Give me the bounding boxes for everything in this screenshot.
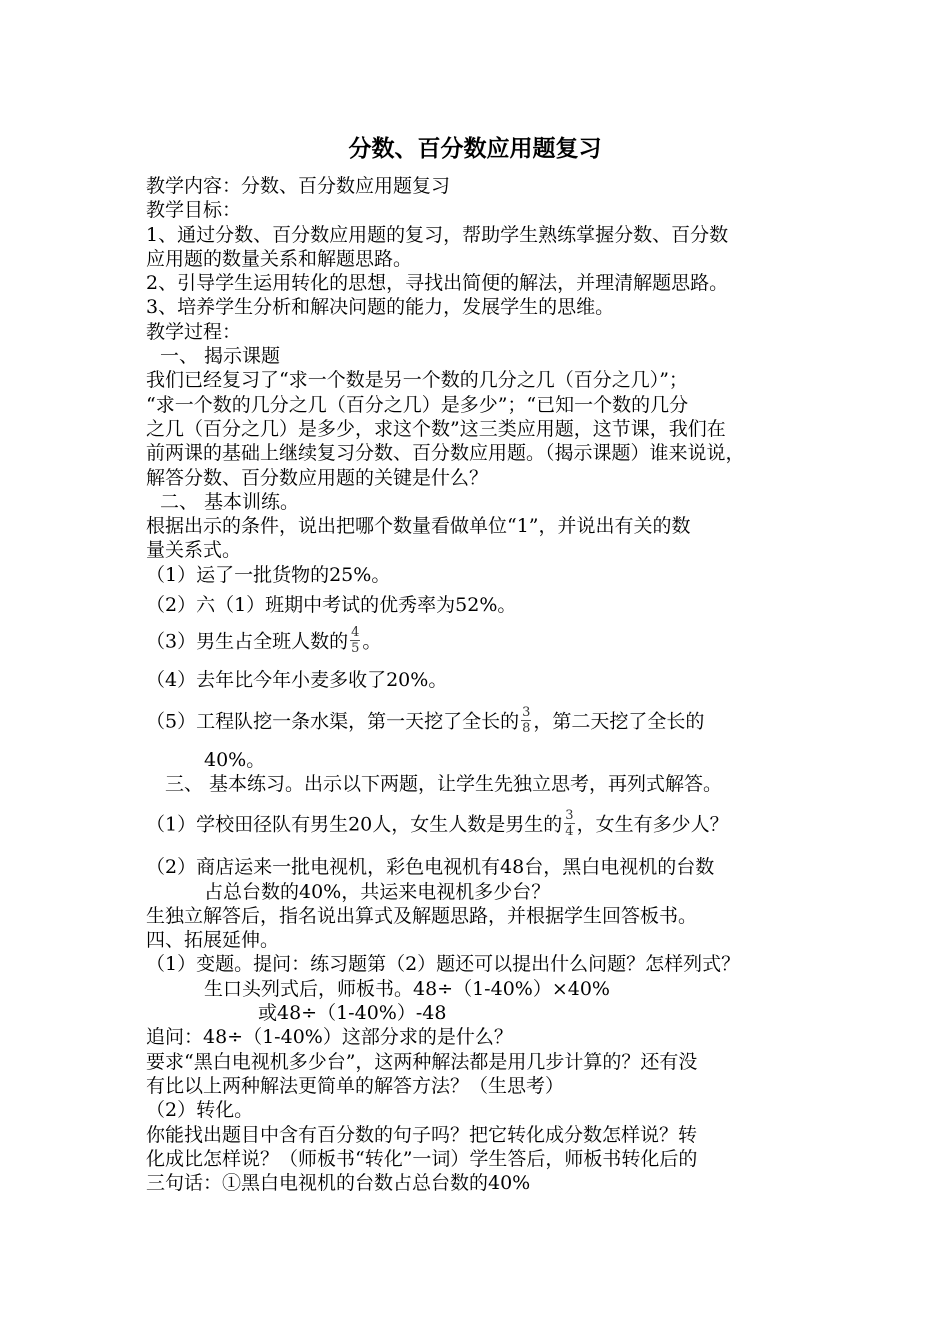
section-4-heading: 四、拓展延伸。 <box>146 929 280 952</box>
practice-item-1-text: （1）学校田径队有男生20人，女生人数是男生的 <box>146 813 563 836</box>
teaching-goals-heading: 教学目标： <box>146 199 242 222</box>
goal-1-continued: 应用题的数量关系和解题思路。 <box>146 247 413 270</box>
paragraph-line: 量关系式。 <box>146 539 242 562</box>
follow-up-question: 追问：48÷（1-40%）这部分求的是什么？ <box>146 1026 513 1049</box>
fraction-denominator: 4 <box>565 824 574 840</box>
paragraph-line: 前两课的基础上继续复习分数、百分数应用题。（揭示课题）谁来说说， <box>146 442 745 465</box>
exercise-item-5-text: （5）工程队挖一条水渠，第一天挖了全长的 <box>146 710 520 733</box>
teaching-process-heading: 教学过程： <box>146 320 242 343</box>
fraction-three-eighths <box>521 705 531 736</box>
exercise-item-2: （2）六（1）班期中考试的优秀率为52%。 <box>146 594 517 617</box>
goal-1-line: 1、通过分数、百分数应用题的复习，帮助学生熟练掌握分数、百分数 <box>146 223 729 246</box>
teaching-content-line: 教学内容：分数、百分数应用题复习 <box>146 175 451 197</box>
paragraph-line: 有比以上两种解法更简单的解答方法？（生思考） <box>146 1074 565 1097</box>
practice-item-2: （2）商店运来一批电视机，彩色电视机有48台，黑白电视机的台数 <box>146 856 715 879</box>
goal-3-line: 3、培养学生分析和解决问题的能力，发展学生的思维。 <box>146 296 615 319</box>
practice-item-2-continued: 占总台数的40%，共运来电视机多少台？ <box>204 880 551 903</box>
exercise-item-5-text-cont: ，第二天挖了全长的 <box>533 710 705 733</box>
fraction-numerator: 3 <box>522 704 531 720</box>
paragraph-line: 解答分数、百分数应用题的关键是什么？ <box>146 466 489 489</box>
exercise-item-3 <box>146 627 816 658</box>
paragraph-line: 生独立解答后，指名说出算式及解题思路，并根据学生回答板书。 <box>146 904 698 927</box>
goal-2-line: 2、引导学生运用转化的思想，寻找出简便的解法，并理清解题思路。 <box>146 272 729 295</box>
fraction-four-fifths <box>350 625 360 656</box>
fraction-three-quarters <box>564 808 574 839</box>
exercise-item-3-end: 。 <box>362 630 382 653</box>
fraction-denominator: 8 <box>522 720 531 736</box>
paragraph-line: 要求“黑白电视机多少台”，这两种解法都是用几步计算的？还有没 <box>146 1050 698 1073</box>
fraction-numerator: 3 <box>565 808 574 824</box>
paragraph-line: “求一个数的几分之几（百分之几）是多少”；“已知一个数的几分 <box>146 393 689 416</box>
paragraph-line: 我们已经复习了“求一个数是另一个数的几分之几（百分之几）”； <box>146 369 688 392</box>
paragraph-line: 你能找出题目中含有百分数的句子吗？把它转化成分数怎样说？转 <box>146 1123 698 1146</box>
section-2-heading: 二、 基本训练。 <box>160 490 300 513</box>
exercise-item-5 <box>146 704 816 738</box>
document-body <box>146 174 816 1195</box>
document-title: 分数、百分数应用题复习 <box>348 136 602 162</box>
paragraph-line: 化成比怎样说？（师板书“转化”一词）学生答后，师板书转化后的 <box>146 1147 698 1170</box>
board-formula-1: 生口头列式后，师板书。48÷（1-40%）×40% <box>204 977 610 1000</box>
practice-item-1 <box>146 810 816 841</box>
practice-item-1-end: ，女生有多少人？ <box>576 813 729 836</box>
paragraph-line: 之几（百分之几）是多少，求这个数”这三类应用题，这节课，我们在 <box>146 417 726 440</box>
exercise-item-3-text: （3）男生占全班人数的 <box>146 630 349 653</box>
fraction-numerator: 4 <box>351 625 360 641</box>
exercise-item-4: （4）去年比今年小麦多收了20%。 <box>146 669 448 692</box>
exercise-item-5-continued: 40%。 <box>204 748 266 771</box>
paragraph-line: 根据出示的条件，说出把哪个数量看做单位“1”，并说出有关的数 <box>146 515 691 538</box>
fraction-denominator: 5 <box>351 641 360 657</box>
section-1-heading: 一、 揭示课题 <box>160 345 281 368</box>
paragraph-line: 三句话：①黑白电视机的台数占总台数的40% <box>146 1172 531 1195</box>
section-3-heading: 三、 基本练习。出示以下两题，让学生先独立思考，再列式解答。 <box>165 772 723 795</box>
extension-item-2: （2）转化。 <box>146 1099 254 1122</box>
board-formula-2: 或48÷（1-40%）-48 <box>258 1002 447 1025</box>
exercise-item-1: （1）运了一批货物的25%。 <box>146 563 391 586</box>
extension-item-1: （1）变题。提问：练习题第（2）题还可以提出什么问题？怎样列式？ <box>146 953 741 976</box>
